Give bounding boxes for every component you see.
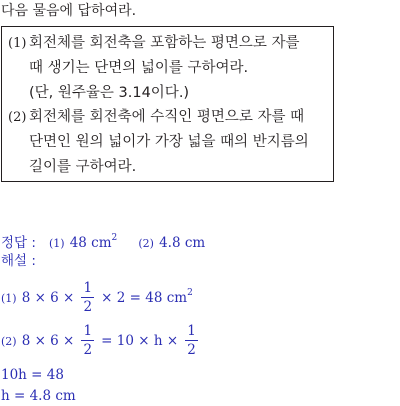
solution-2-pre: 8 × 6 ×	[21, 333, 75, 349]
question-1-line-3: (단, 원주율은 3.14이다.)	[29, 85, 190, 101]
answer-1-value: 48 $cm^2$	[69, 233, 118, 251]
question-2-line-3: 길이를 구하여라.	[29, 159, 137, 175]
solution-2-mid: = 10 × h ×	[101, 333, 179, 349]
solution-line-2	[1, 322, 200, 359]
fraction-half: $\frac{1}{2}$	[83, 323, 93, 358]
question-1-line-1	[8, 33, 300, 54]
answer-row	[1, 229, 205, 252]
instruction-text: 다음 물음에 답하여라.	[1, 3, 137, 19]
answer-2-value: 4.8 cm	[159, 235, 206, 251]
solution-line-4: h = 4.8 cm	[1, 388, 76, 404]
answer-label: 정답 :	[1, 235, 36, 251]
question-2-text-1: 회전체를 회전축에 수직인 평면으로 자를 때	[29, 109, 305, 125]
fraction-half: $\frac{1}{2}$	[83, 280, 93, 315]
question-box	[1, 26, 334, 182]
fraction-half: $\frac{1}{2}$	[187, 323, 196, 358]
solution-1-pre: 8 × 6 ×	[21, 290, 75, 306]
solution-1-post: × 2 = 48 $cm^2$	[101, 288, 193, 306]
solution-line-1	[1, 279, 193, 316]
solution-label: 해설 :	[1, 253, 36, 269]
question-1-text-1: 회전체를 회전축을 포함하는 평면으로 자를	[29, 35, 300, 51]
answer-1-number: (1)	[49, 237, 65, 250]
solution-1-number: (1)	[1, 292, 17, 305]
solution-2-number: (2)	[1, 335, 17, 348]
question-1-number: (1)	[8, 36, 27, 51]
question-1-line-2: 때 생기는 단면의 넓이를 구하여라.	[29, 60, 249, 76]
question-2-line-1	[8, 107, 304, 128]
answer-2-number: (2)	[138, 237, 154, 250]
solution-line-3: 10h = 48	[1, 367, 64, 383]
question-2-number: (2)	[8, 110, 27, 125]
question-2-line-2: 단면인 원의 넓이가 가장 넓을 때의 반지름의	[29, 134, 309, 150]
